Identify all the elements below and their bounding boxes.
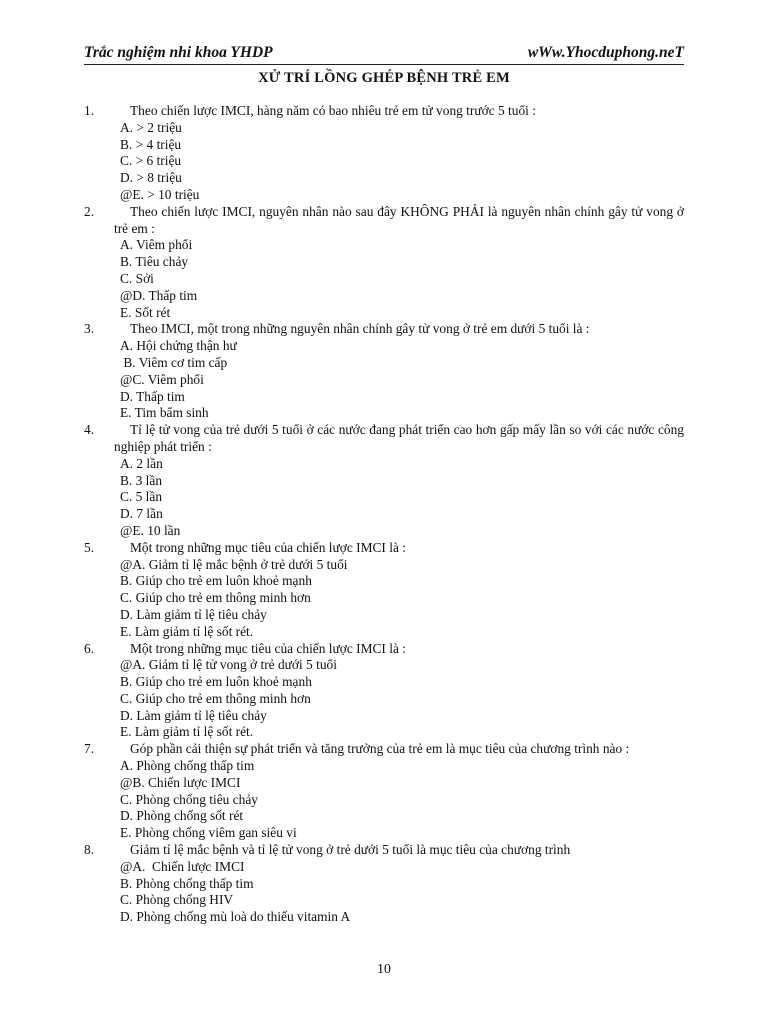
- answer-option: C. Giúp cho trẻ em thông minh hơn: [120, 690, 311, 706]
- answer-option: @E. 10 lần: [120, 522, 181, 538]
- answer-option: @B. Chiến lược IMCI: [120, 774, 241, 790]
- page-number: 10: [377, 962, 391, 977]
- answer-option: D. 7 lần: [120, 506, 163, 522]
- question-number: 4.: [84, 422, 95, 438]
- header-website: wWw.Yhocduphong.neT: [527, 44, 684, 61]
- question-text: Góp phần cải thiện sự phát triển và tăng trưởng của trẻ em là mục tiêu của chương trình nào :: [130, 741, 630, 757]
- question-number: 6.: [84, 640, 95, 656]
- answer-option: C. > 6 triệu: [120, 153, 182, 169]
- answer-option: @A. Giảm tỉ lệ mắc bệnh ở trẻ dưới 5 tuổi: [120, 556, 348, 572]
- answer-option: B. Viêm cơ tim cấp: [120, 354, 228, 370]
- question-item: [84, 641, 684, 742]
- question-list: [84, 103, 684, 926]
- question-number: 5.: [84, 539, 95, 555]
- question-text: Theo IMCI, một trong những nguyên nhân chính gây tử vong ở trẻ em dưới 5 tuổi là :: [130, 321, 590, 337]
- question-text: Một trong những mục tiêu của chiến lược IMCI là :: [130, 640, 406, 656]
- answer-option: D. Thấp tim: [120, 388, 185, 404]
- answer-option: C. 5 lần: [120, 489, 163, 505]
- answer-option: C. Sởi: [120, 270, 154, 286]
- answer-option: B. Giúp cho trẻ em luôn khoẻ mạnh: [120, 674, 312, 690]
- answer-option: C. Phòng chống HIV: [120, 892, 234, 908]
- question-text: Giảm tỉ lệ mắc bệnh và tỉ lệ tử vong ở trẻ dưới 5 tuổi là mục tiêu của chương trình: [130, 842, 571, 858]
- question-item: [84, 842, 684, 926]
- answer-option: A. 2 lần: [120, 455, 163, 471]
- answer-option: D. Làm giảm tỉ lệ tiêu chảy: [120, 606, 267, 622]
- question-item: [84, 321, 684, 422]
- question-item: [84, 103, 684, 204]
- answer-option: E. Sốt rét: [120, 304, 171, 320]
- answer-option: E. Tim bẩm sinh: [120, 405, 209, 421]
- answer-option: B. Phòng chống thấp tim: [120, 875, 254, 891]
- question-number: 3.: [84, 321, 95, 337]
- answer-option: @A. Giảm tỉ lệ tử vong ở trẻ dưới 5 tuổi: [120, 657, 337, 673]
- question-item: [84, 422, 684, 540]
- question-item: [84, 540, 684, 641]
- answer-option: @C. Viêm phổi: [120, 371, 204, 387]
- question-number: 8.: [84, 842, 95, 858]
- answer-option: C. Giúp cho trẻ em thông minh hơn: [120, 590, 311, 606]
- answer-option: D. > 8 triệu: [120, 170, 182, 186]
- question-item: [84, 741, 684, 842]
- question-number: 1.: [84, 103, 95, 118]
- answer-option: @D. Thấp tim: [120, 287, 198, 303]
- answer-option: B. Giúp cho trẻ em luôn khoẻ mạnh: [120, 573, 312, 589]
- answer-option: @A. Chiến lược IMCI: [120, 858, 245, 874]
- question-number: 7.: [84, 741, 95, 757]
- question-text: Một trong những mục tiêu của chiến lược IMCI là :: [130, 539, 406, 555]
- answer-option: B. > 4 triệu: [120, 136, 182, 152]
- answer-option: E. Làm giảm tỉ lệ sốt rét.: [120, 623, 254, 639]
- answer-option: B. 3 lần: [120, 472, 163, 488]
- answer-option: D. Phòng chống mù loà do thiếu vitamin A: [120, 909, 351, 925]
- question-text: Tỉ lệ tử vong của trẻ dưới 5 tuổi ở các nước đang phát triển cao hơn gấp mấy lần so với các nước công nghiệp phát triển :: [114, 422, 684, 454]
- question-number: 2.: [84, 203, 95, 219]
- question-text: Theo chiến lược IMCI, nguyên nhân nào sau đây KHÔNG PHẢI là nguyên nhân chính gây tử vong ở trẻ em :: [114, 203, 684, 236]
- question-item: [84, 204, 684, 322]
- answer-option: A. Viêm phổi: [120, 237, 193, 253]
- question-text: Theo chiến lược IMCI, hàng năm có bao nhiêu trẻ em tử vong trước 5 tuổi :: [130, 103, 536, 118]
- answer-option: E. Phòng chống viêm gan siêu vi: [120, 825, 297, 841]
- answer-option: C. Phòng chống tiêu chảy: [120, 791, 258, 807]
- header-course-title: Trắc nghiệm nhi khoa YHDP: [84, 44, 273, 61]
- answer-option: D. Làm giảm tỉ lệ tiêu chảy: [120, 707, 267, 723]
- document-title: XỬ TRÍ LỒNG GHÉP BỆNH TRẺ EM: [258, 70, 510, 86]
- answer-option: D. Phòng chống sốt rét: [120, 808, 244, 824]
- answer-option: A. Phòng chống thấp tim: [120, 758, 255, 774]
- answer-option: E. Làm giảm tỉ lệ sốt rét.: [120, 724, 254, 740]
- page-header: [84, 42, 684, 65]
- answer-option: A. Hội chứng thận hư: [120, 338, 237, 354]
- answer-option: @E. > 10 triệu: [120, 186, 200, 202]
- answer-option: A. > 2 triệu: [120, 119, 182, 135]
- answer-option: B. Tiêu chảy: [120, 254, 189, 270]
